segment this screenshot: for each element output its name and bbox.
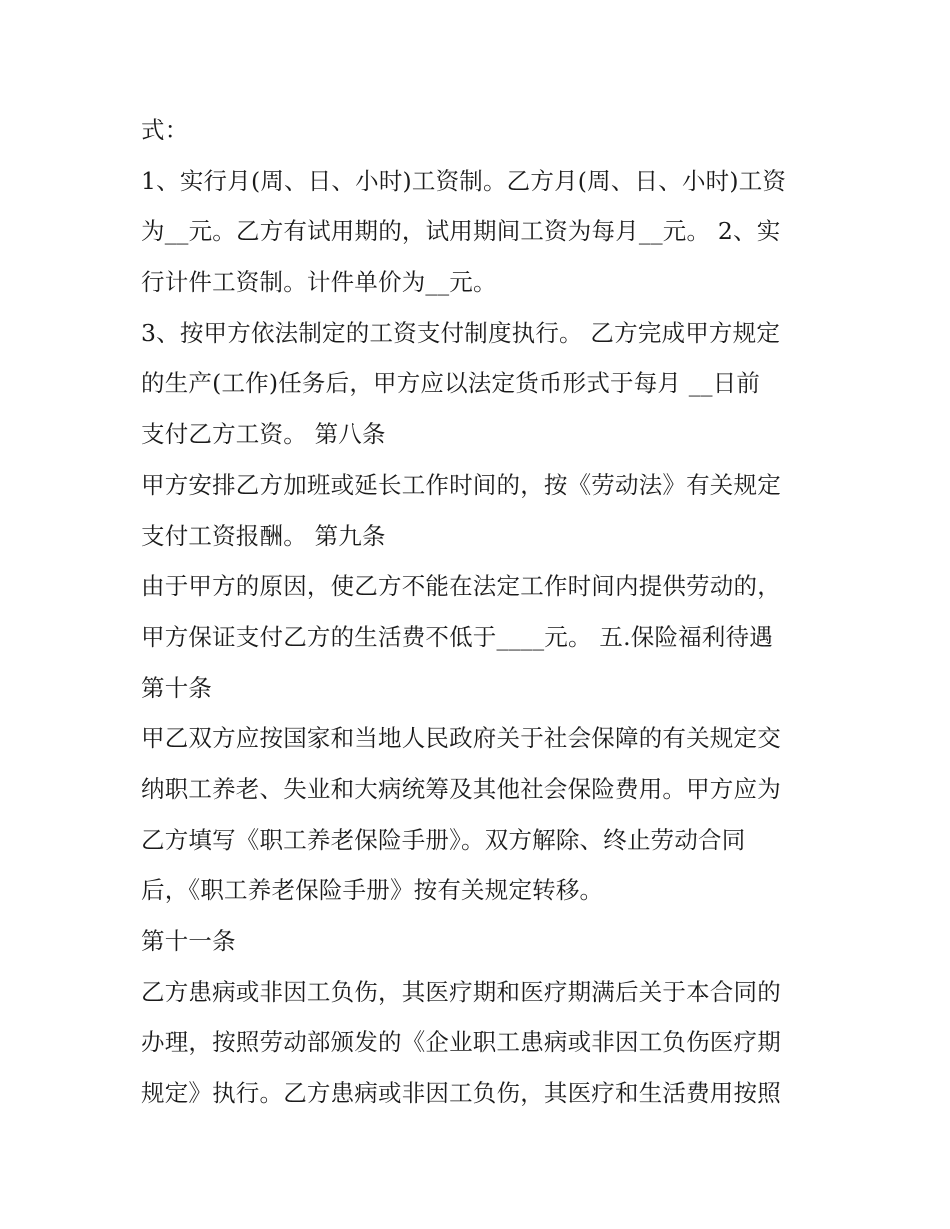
text-line: 乙方填写《职工养老保险手册》。双方解除、终止劳动合同 [141, 825, 746, 854]
text-line: 第十一条 [141, 927, 236, 955]
text-line: 由于甲方的原因，使乙方不能在法定工作时间内提供劳动的， [141, 572, 781, 601]
text-line: 3、按甲方依法制定的工资支付制度执行。 乙方完成甲方规定 [141, 318, 781, 347]
text-line: 为__元。乙方有试用期的，试用期间工资为每月__元。 2、实 [141, 217, 781, 246]
text-line: 支付乙方工资。 第八条 [141, 420, 386, 449]
text-line: 的生产(工作)任务后，甲方应以法定货币形式于每月 __日前 [141, 369, 761, 398]
document-body [141, 105, 821, 1119]
text-line: 行计件工资制。计件单价为__元。 [141, 268, 497, 297]
text-line: 规定》执行。乙方患病或非因工负伤，其医疗和生活费用按照 [141, 1079, 781, 1108]
text-line: 后，《职工养老保险手册》按有关规定转移。 [141, 876, 604, 905]
text-line: 办理，按照劳动部颁发的《企业职工患病或非因工负伤医疗期 [141, 1028, 781, 1057]
text-line: 乙方患病或非因工负伤，其医疗期和医疗期满后关于本合同的 [141, 977, 781, 1006]
text-line: 式： [141, 116, 189, 144]
text-line: 甲方安排乙方加班或延长工作时间的，按《劳动法》有关规定 [141, 470, 781, 499]
text-line: 甲方保证支付乙方的生活费不低于____元。 五.保险福利待遇 [141, 622, 773, 651]
text-line: 支付工资报酬。 第九条 [141, 521, 386, 550]
text-line: 1、实行月(周、日、小时)工资制。乙方月(周、日、小时)工资 [141, 166, 787, 195]
text-line: 第十条 [141, 673, 213, 702]
text-line: 甲乙双方应按国家和当地人民政府关于社会保障的有关规定交 [141, 724, 781, 753]
text-line: 纳职工养老、失业和大病统筹及其他社会保险费用。甲方应为 [141, 774, 781, 803]
